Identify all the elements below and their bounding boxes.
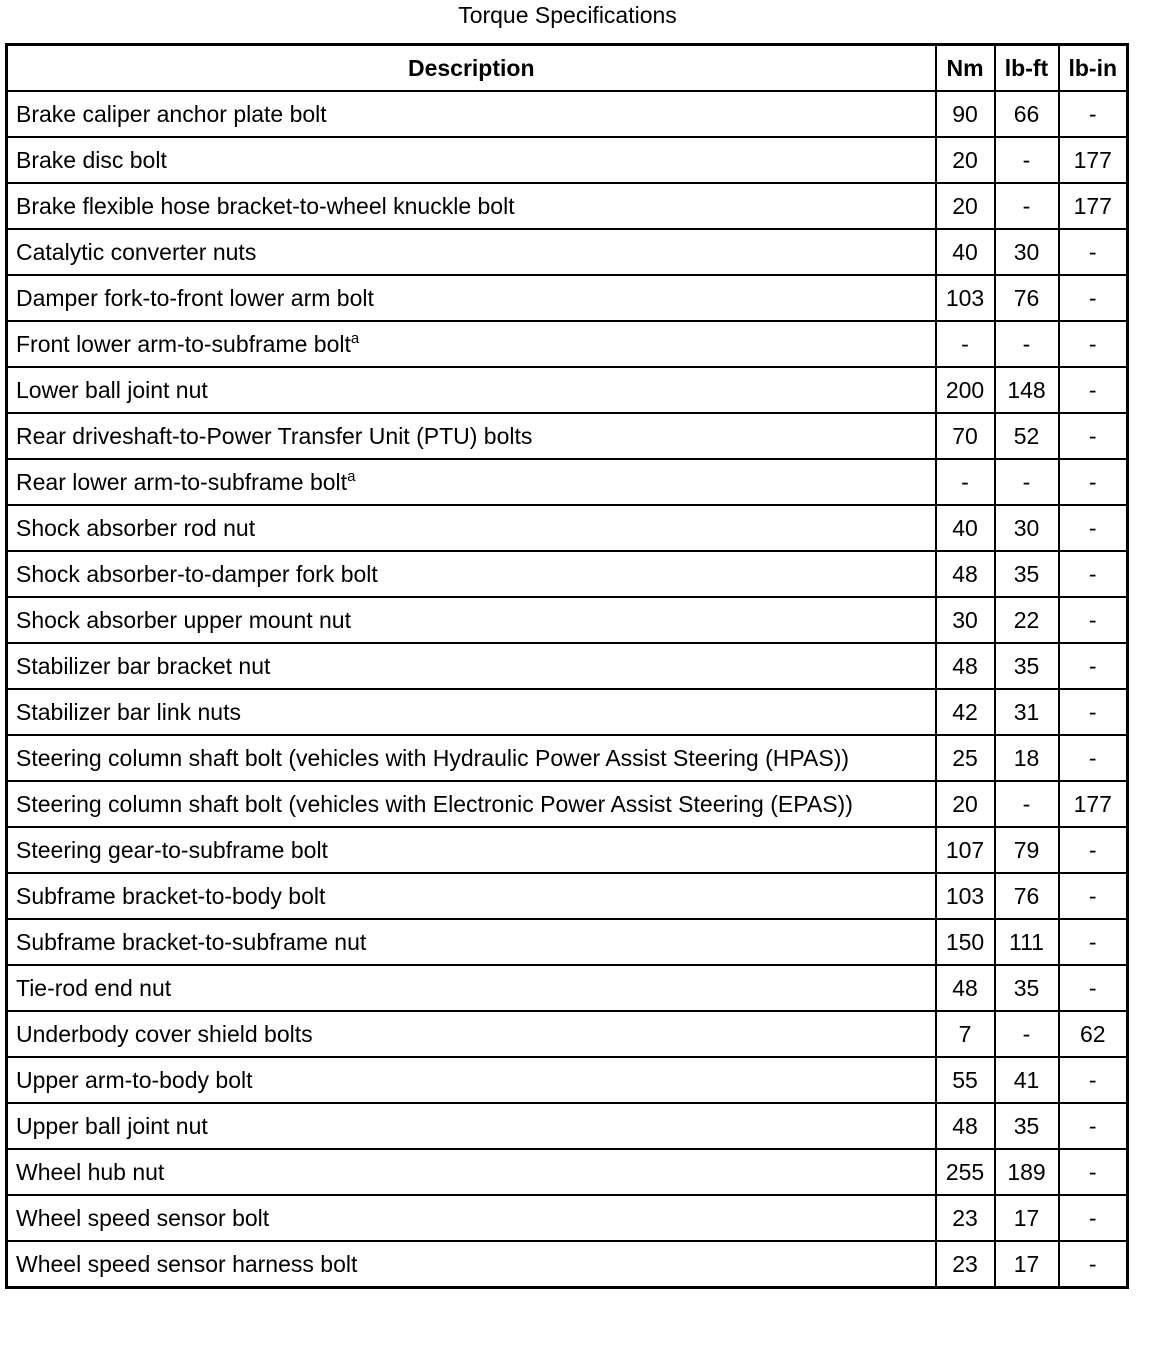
table-row <box>7 413 1128 459</box>
lbft-value: 111 <box>995 919 1059 965</box>
lbft-value: 76 <box>995 275 1059 321</box>
lbin-value: - <box>1059 1149 1128 1195</box>
nm-value: 30 <box>936 597 995 643</box>
nm-value: 150 <box>936 919 995 965</box>
lbft-value: 17 <box>995 1241 1059 1288</box>
lbin-value: - <box>1059 827 1128 873</box>
table-row <box>7 1011 1128 1057</box>
nm-value: 255 <box>936 1149 995 1195</box>
lbin-value: 177 <box>1059 781 1128 827</box>
column-header-description: Description <box>7 45 936 92</box>
nm-value: 103 <box>936 873 995 919</box>
lbft-value: 30 <box>995 505 1059 551</box>
nm-value: 103 <box>936 275 995 321</box>
header-row <box>7 45 1128 92</box>
nm-value: 42 <box>936 689 995 735</box>
lbin-value: - <box>1059 367 1128 413</box>
table-caption: Torque Specifications <box>458 2 677 28</box>
nm-value: 107 <box>936 827 995 873</box>
lbin-value: - <box>1059 689 1128 735</box>
lbft-value: 22 <box>995 597 1059 643</box>
nm-value: 48 <box>936 965 995 1011</box>
row-description: Steering gear-to-subframe bolt <box>16 836 328 863</box>
row-description: Steering column shaft bolt (vehicles with Hydraulic Power Assist Steering (HPAS)) <box>16 744 850 771</box>
row-description-cell <box>7 459 936 505</box>
nm-value: 48 <box>936 643 995 689</box>
row-description-cell <box>7 183 936 229</box>
row-description: Stabilizer bar link nuts <box>16 698 241 725</box>
lbft-value: 41 <box>995 1057 1059 1103</box>
table-row <box>7 275 1128 321</box>
table-row <box>7 551 1128 597</box>
lbft-value: 79 <box>995 827 1059 873</box>
table-row <box>7 919 1128 965</box>
lbft-value: 35 <box>995 551 1059 597</box>
lbin-value: - <box>1059 1195 1128 1241</box>
lbft-value: - <box>995 137 1059 183</box>
nm-value: - <box>936 459 995 505</box>
row-description-cell <box>7 965 936 1011</box>
lbin-value: - <box>1059 275 1128 321</box>
table-row <box>7 91 1128 137</box>
lbft-value: 52 <box>995 413 1059 459</box>
table-row <box>7 137 1128 183</box>
row-description-cell <box>7 321 936 367</box>
table-row <box>7 689 1128 735</box>
footnote-marker: a <box>347 467 356 485</box>
lbin-value: - <box>1059 505 1128 551</box>
lbin-value: - <box>1059 919 1128 965</box>
row-description: Shock absorber upper mount nut <box>16 606 351 633</box>
row-description-cell <box>7 1241 936 1288</box>
nm-value: - <box>936 321 995 367</box>
table-row <box>7 735 1128 781</box>
nm-value: 48 <box>936 1103 995 1149</box>
row-description-cell <box>7 505 936 551</box>
lbft-value: - <box>995 459 1059 505</box>
lbft-value: - <box>995 781 1059 827</box>
lbin-value: - <box>1059 597 1128 643</box>
row-description-cell <box>7 1149 936 1195</box>
row-description: Catalytic converter nuts <box>16 238 257 265</box>
table-row <box>7 459 1128 505</box>
column-header-lbft: lb-ft <box>995 45 1059 92</box>
row-description: Stabilizer bar bracket nut <box>16 652 271 679</box>
nm-value: 40 <box>936 505 995 551</box>
lbft-value: 76 <box>995 873 1059 919</box>
row-description-cell <box>7 91 936 137</box>
row-description-cell <box>7 643 936 689</box>
lbft-value: - <box>995 1011 1059 1057</box>
row-description: Brake caliper anchor plate bolt <box>16 100 327 127</box>
lbin-value: - <box>1059 1241 1128 1288</box>
row-description-cell <box>7 1195 936 1241</box>
nm-value: 20 <box>936 183 995 229</box>
row-description-cell <box>7 1103 936 1149</box>
table-row <box>7 781 1128 827</box>
column-header-nm: Nm <box>936 45 995 92</box>
row-description: Lower ball joint nut <box>16 376 208 403</box>
row-description: Wheel speed sensor bolt <box>16 1204 270 1231</box>
table-row <box>7 827 1128 873</box>
nm-value: 20 <box>936 781 995 827</box>
row-description: Shock absorber-to-damper fork bolt <box>16 560 378 587</box>
lbin-value: - <box>1059 229 1128 275</box>
row-description: Upper arm-to-body bolt <box>16 1066 253 1093</box>
row-description-cell <box>7 919 936 965</box>
row-description-cell <box>7 689 936 735</box>
lbft-value: - <box>995 183 1059 229</box>
table-row <box>7 965 1128 1011</box>
footnote-marker: a <box>350 329 360 347</box>
table-row <box>7 873 1128 919</box>
lbin-value: - <box>1059 459 1128 505</box>
table-row <box>7 183 1128 229</box>
lbin-value: - <box>1059 91 1128 137</box>
row-description: Underbody cover shield bolts <box>16 1020 313 1047</box>
row-description: Damper fork-to-front lower arm bolt <box>16 284 374 311</box>
column-header-lbin: lb-in <box>1059 45 1128 92</box>
row-description-cell <box>7 1057 936 1103</box>
row-description-cell <box>7 137 936 183</box>
row-description-cell <box>7 367 936 413</box>
lbin-value: 177 <box>1059 137 1128 183</box>
row-description: Subframe bracket-to-subframe nut <box>16 928 367 955</box>
table-row <box>7 1057 1128 1103</box>
lbft-value: 66 <box>995 91 1059 137</box>
row-description-cell <box>7 1011 936 1057</box>
nm-value: 23 <box>936 1241 995 1288</box>
table-row <box>7 1241 1128 1288</box>
torque-spec-table <box>5 43 1129 1289</box>
table-row <box>7 597 1128 643</box>
lbft-value: 30 <box>995 229 1059 275</box>
row-description-cell <box>7 873 936 919</box>
nm-value: 48 <box>936 551 995 597</box>
nm-value: 23 <box>936 1195 995 1241</box>
lbin-value: - <box>1059 965 1128 1011</box>
table-row <box>7 229 1128 275</box>
lbft-value: 148 <box>995 367 1059 413</box>
lbft-value: 31 <box>995 689 1059 735</box>
lbin-value: - <box>1059 1103 1128 1149</box>
nm-value: 55 <box>936 1057 995 1103</box>
lbin-value: - <box>1059 643 1128 689</box>
lbin-value: - <box>1059 873 1128 919</box>
nm-value: 90 <box>936 91 995 137</box>
row-description: Shock absorber rod nut <box>16 514 256 541</box>
row-description-cell <box>7 275 936 321</box>
nm-value: 200 <box>936 367 995 413</box>
table-row <box>7 643 1128 689</box>
row-description: Upper ball joint nut <box>16 1112 208 1139</box>
table-row <box>7 1195 1128 1241</box>
row-description: Steering column shaft bolt (vehicles with Electronic Power Assist Steering (EPAS)) <box>16 790 853 817</box>
row-description-cell <box>7 735 936 781</box>
row-description: Tie-rod end nut <box>16 974 172 1001</box>
row-description: Brake disc bolt <box>16 146 167 173</box>
row-description: Wheel speed sensor harness bolt <box>16 1250 358 1277</box>
lbin-value: 62 <box>1059 1011 1128 1057</box>
nm-value: 7 <box>936 1011 995 1057</box>
lbft-value: 189 <box>995 1149 1059 1195</box>
table-row <box>7 367 1128 413</box>
row-description-cell <box>7 551 936 597</box>
lbin-value: - <box>1059 413 1128 459</box>
row-description: Wheel hub nut <box>16 1158 165 1185</box>
row-description: Rear lower arm-to-subframe bolt <box>16 468 348 495</box>
nm-value: 70 <box>936 413 995 459</box>
lbft-value: 35 <box>995 965 1059 1011</box>
nm-value: 25 <box>936 735 995 781</box>
row-description: Subframe bracket-to-body bolt <box>16 882 326 909</box>
lbin-value: - <box>1059 1057 1128 1103</box>
table-row <box>7 321 1128 367</box>
nm-value: 40 <box>936 229 995 275</box>
row-description-cell <box>7 781 936 827</box>
row-description-cell <box>7 597 936 643</box>
row-description: Front lower arm-to-subframe bolt <box>16 330 351 357</box>
table-row <box>7 1149 1128 1195</box>
lbft-value: 35 <box>995 643 1059 689</box>
table-row <box>7 505 1128 551</box>
nm-value: 20 <box>936 137 995 183</box>
lbin-value: 177 <box>1059 183 1128 229</box>
table-row <box>7 1103 1128 1149</box>
row-description-cell <box>7 413 936 459</box>
row-description: Brake flexible hose bracket-to-wheel knuckle bolt <box>16 192 515 219</box>
lbft-value: - <box>995 321 1059 367</box>
lbft-value: 35 <box>995 1103 1059 1149</box>
row-description-cell <box>7 229 936 275</box>
row-description: Rear driveshaft-to-Power Transfer Unit (PTU) bolts <box>16 422 533 449</box>
row-description-cell <box>7 827 936 873</box>
lbft-value: 17 <box>995 1195 1059 1241</box>
lbin-value: - <box>1059 735 1128 781</box>
lbin-value: - <box>1059 551 1128 597</box>
table-body <box>7 91 1128 1288</box>
lbft-value: 18 <box>995 735 1059 781</box>
lbin-value: - <box>1059 321 1128 367</box>
